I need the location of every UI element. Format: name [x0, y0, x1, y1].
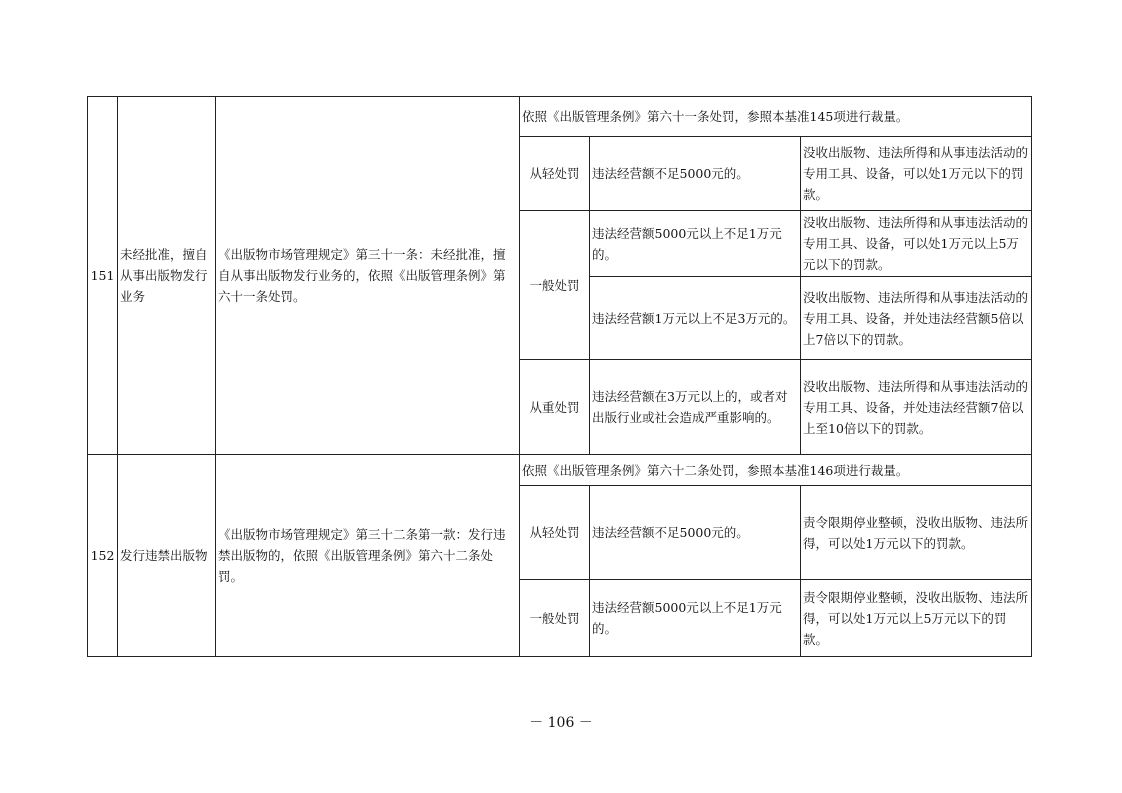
circumstance-cell: 违法经营额5000元以上不足1万元的。 — [590, 211, 801, 277]
penalty-cell: 责令限期停业整顿，没收出版物、违法所得，可以处1万元以上5万元以下的罚款。 — [801, 580, 1032, 657]
penalty-level: 从轻处罚 — [520, 486, 590, 580]
penalty-table — [87, 96, 1032, 657]
penalty-level: 一般处罚 — [520, 211, 590, 360]
circumstance-cell: 违法经营额1万元以上不足3万元的。 — [590, 277, 801, 360]
reference-note: 依照《出版管理条例》第六十一条处罚，参照本基准145项进行裁量。 — [520, 97, 1032, 137]
page-number: － 106 － — [529, 715, 593, 731]
record-number: 151 — [88, 97, 118, 455]
penalty-cell: 没收出版物、违法所得和从事违法活动的专用工具、设备，并处违法经营额7倍以上至10倍以下的罚款。 — [801, 360, 1032, 455]
record-number: 152 — [88, 455, 118, 657]
violation-item: 未经批准，擅自从事出版物发行业务 — [118, 97, 216, 455]
penalty-cell: 没收出版物、违法所得和从事违法活动的专用工具、设备，并处违法经营额5倍以上7倍以下的罚款。 — [801, 277, 1032, 360]
penalty-cell: 没收出版物、违法所得和从事违法活动的专用工具、设备，可以处1万元以下的罚款。 — [801, 137, 1032, 211]
table-row — [88, 97, 1032, 137]
circumstance-cell: 违法经营额在3万元以上的，或者对出版行业或社会造成严重影响的。 — [590, 360, 801, 455]
circumstance-cell: 违法经营额不足5000元的。 — [590, 137, 801, 211]
penalty-level: 一般处罚 — [520, 580, 590, 657]
legal-basis: 《出版物市场管理规定》第三十一条：未经批准，擅自从事出版物发行业务的，依照《出版管理条例》第六十一条处罚。 — [216, 97, 520, 455]
penalty-cell: 责令限期停业整顿，没收出版物、违法所得，可以处1万元以下的罚款。 — [801, 486, 1032, 580]
violation-item: 发行违禁出版物 — [118, 455, 216, 657]
penalty-level: 从轻处罚 — [520, 137, 590, 211]
legal-basis: 《出版物市场管理规定》第三十二条第一款：发行违禁出版物的，依照《出版管理条例》第六十二条处罚。 — [216, 455, 520, 657]
penalty-level: 从重处罚 — [520, 360, 590, 455]
circumstance-cell: 违法经营额5000元以上不足1万元的。 — [590, 580, 801, 657]
circumstance-cell: 违法经营额不足5000元的。 — [590, 486, 801, 580]
penalty-cell: 没收出版物、违法所得和从事违法活动的专用工具、设备，可以处1万元以上5万元以下的罚款。 — [801, 211, 1032, 277]
reference-note: 依照《出版管理条例》第六十二条处罚，参照本基准146项进行裁量。 — [520, 455, 1032, 486]
table-row — [88, 455, 1032, 486]
